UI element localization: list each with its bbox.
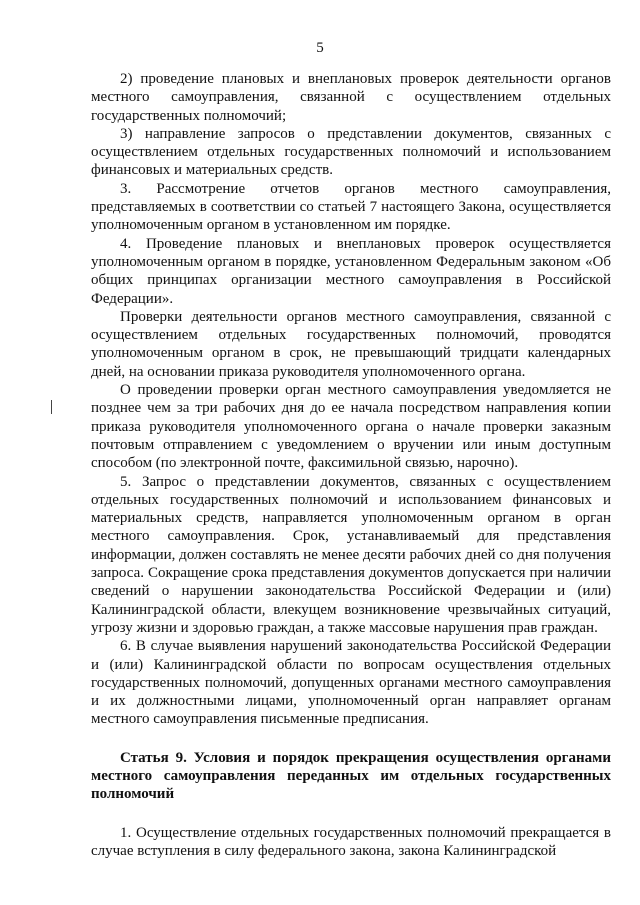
paragraph: О проведении проверки орган местного самоуправления уведомляется не позднее чем за три рабочих дня до ее начала посредством направления копии приказа руководителя уполномоченного органа о начале проверки заказным почтовым отправлением с уведомлением о вручении или иным доступным способом (по электронной почте, факсимильной связью, нарочно). (91, 382, 611, 472)
paragraph: 4. Проведение плановых и внеплановых проверок осуществляется уполномоченным органом в порядке, установленном Федеральным законом «Об общих принципах организации местного самоуправления в Российской Федерации». (91, 235, 611, 307)
paragraph: 2) проведение плановых и внеплановых проверок деятельности органов местного самоуправления, связанной с осуществлением отдельных государственных полномочий; (91, 71, 611, 124)
document-body (91, 70, 611, 860)
paragraph: 3) направление запросов о представлении документов, связанных с осуществлением отдельных государственных полномочий и использованием финансовых и материальных средств. (91, 125, 611, 179)
article-heading: Статья 9. Условия и порядок прекращения осуществления органами местного самоуправления переданных им отдельных государственных полномочий (91, 749, 611, 803)
margin-mark (51, 400, 52, 414)
paragraph: 3. Рассмотрение отчетов органов местного самоуправления, представляемых в соответствии со статьей 7 настоящего Закона, осуществляется уполномоченным органом в установленном им порядке. (91, 180, 611, 234)
paragraph: Проверки деятельности органов местного самоуправления, связанной с осуществлением отдельных государственных полномочий, проводятся уполномоченным органом в срок, не превышающий тридцати календарных дней, на основании приказа руководителя уполномоченного органа. (91, 308, 611, 380)
page-number: 5 (316, 40, 324, 56)
paragraph: 1. Осуществление отдельных государственных полномочий прекращается в случае вступления в силу федерального закона, закона Калининградской (91, 824, 611, 859)
paragraph: 6. В случае выявления нарушений законодательства Российской Федерации и (или) Калининградской области по вопросам осуществления отдельных государственных полномочий, допущенных органами местного самоуправления и их должностными лицами, уполномоченный орган направляет органам местного самоуправления письменные предписания. (91, 638, 611, 728)
paragraph: 5. Запрос о представлении документов, связанных с осуществлением отдельных государственных полномочий и использованием финансовых и материальных средств, направляется уполномоченным органом в орган местного самоуправления. Срок, устанавливаемый для представления информации, должен составлять не менее десяти рабочих дней со дня получения запроса. Сокращение срока представления документов допускается при наличии сведений о нарушении законодательства Российской Федерации и (или) Калининградской области, влекущем возникновение чрезвычайных ситуаций, угрозу жизни и здоровью граждан, а также массовые нарушения прав граждан. (91, 473, 611, 636)
